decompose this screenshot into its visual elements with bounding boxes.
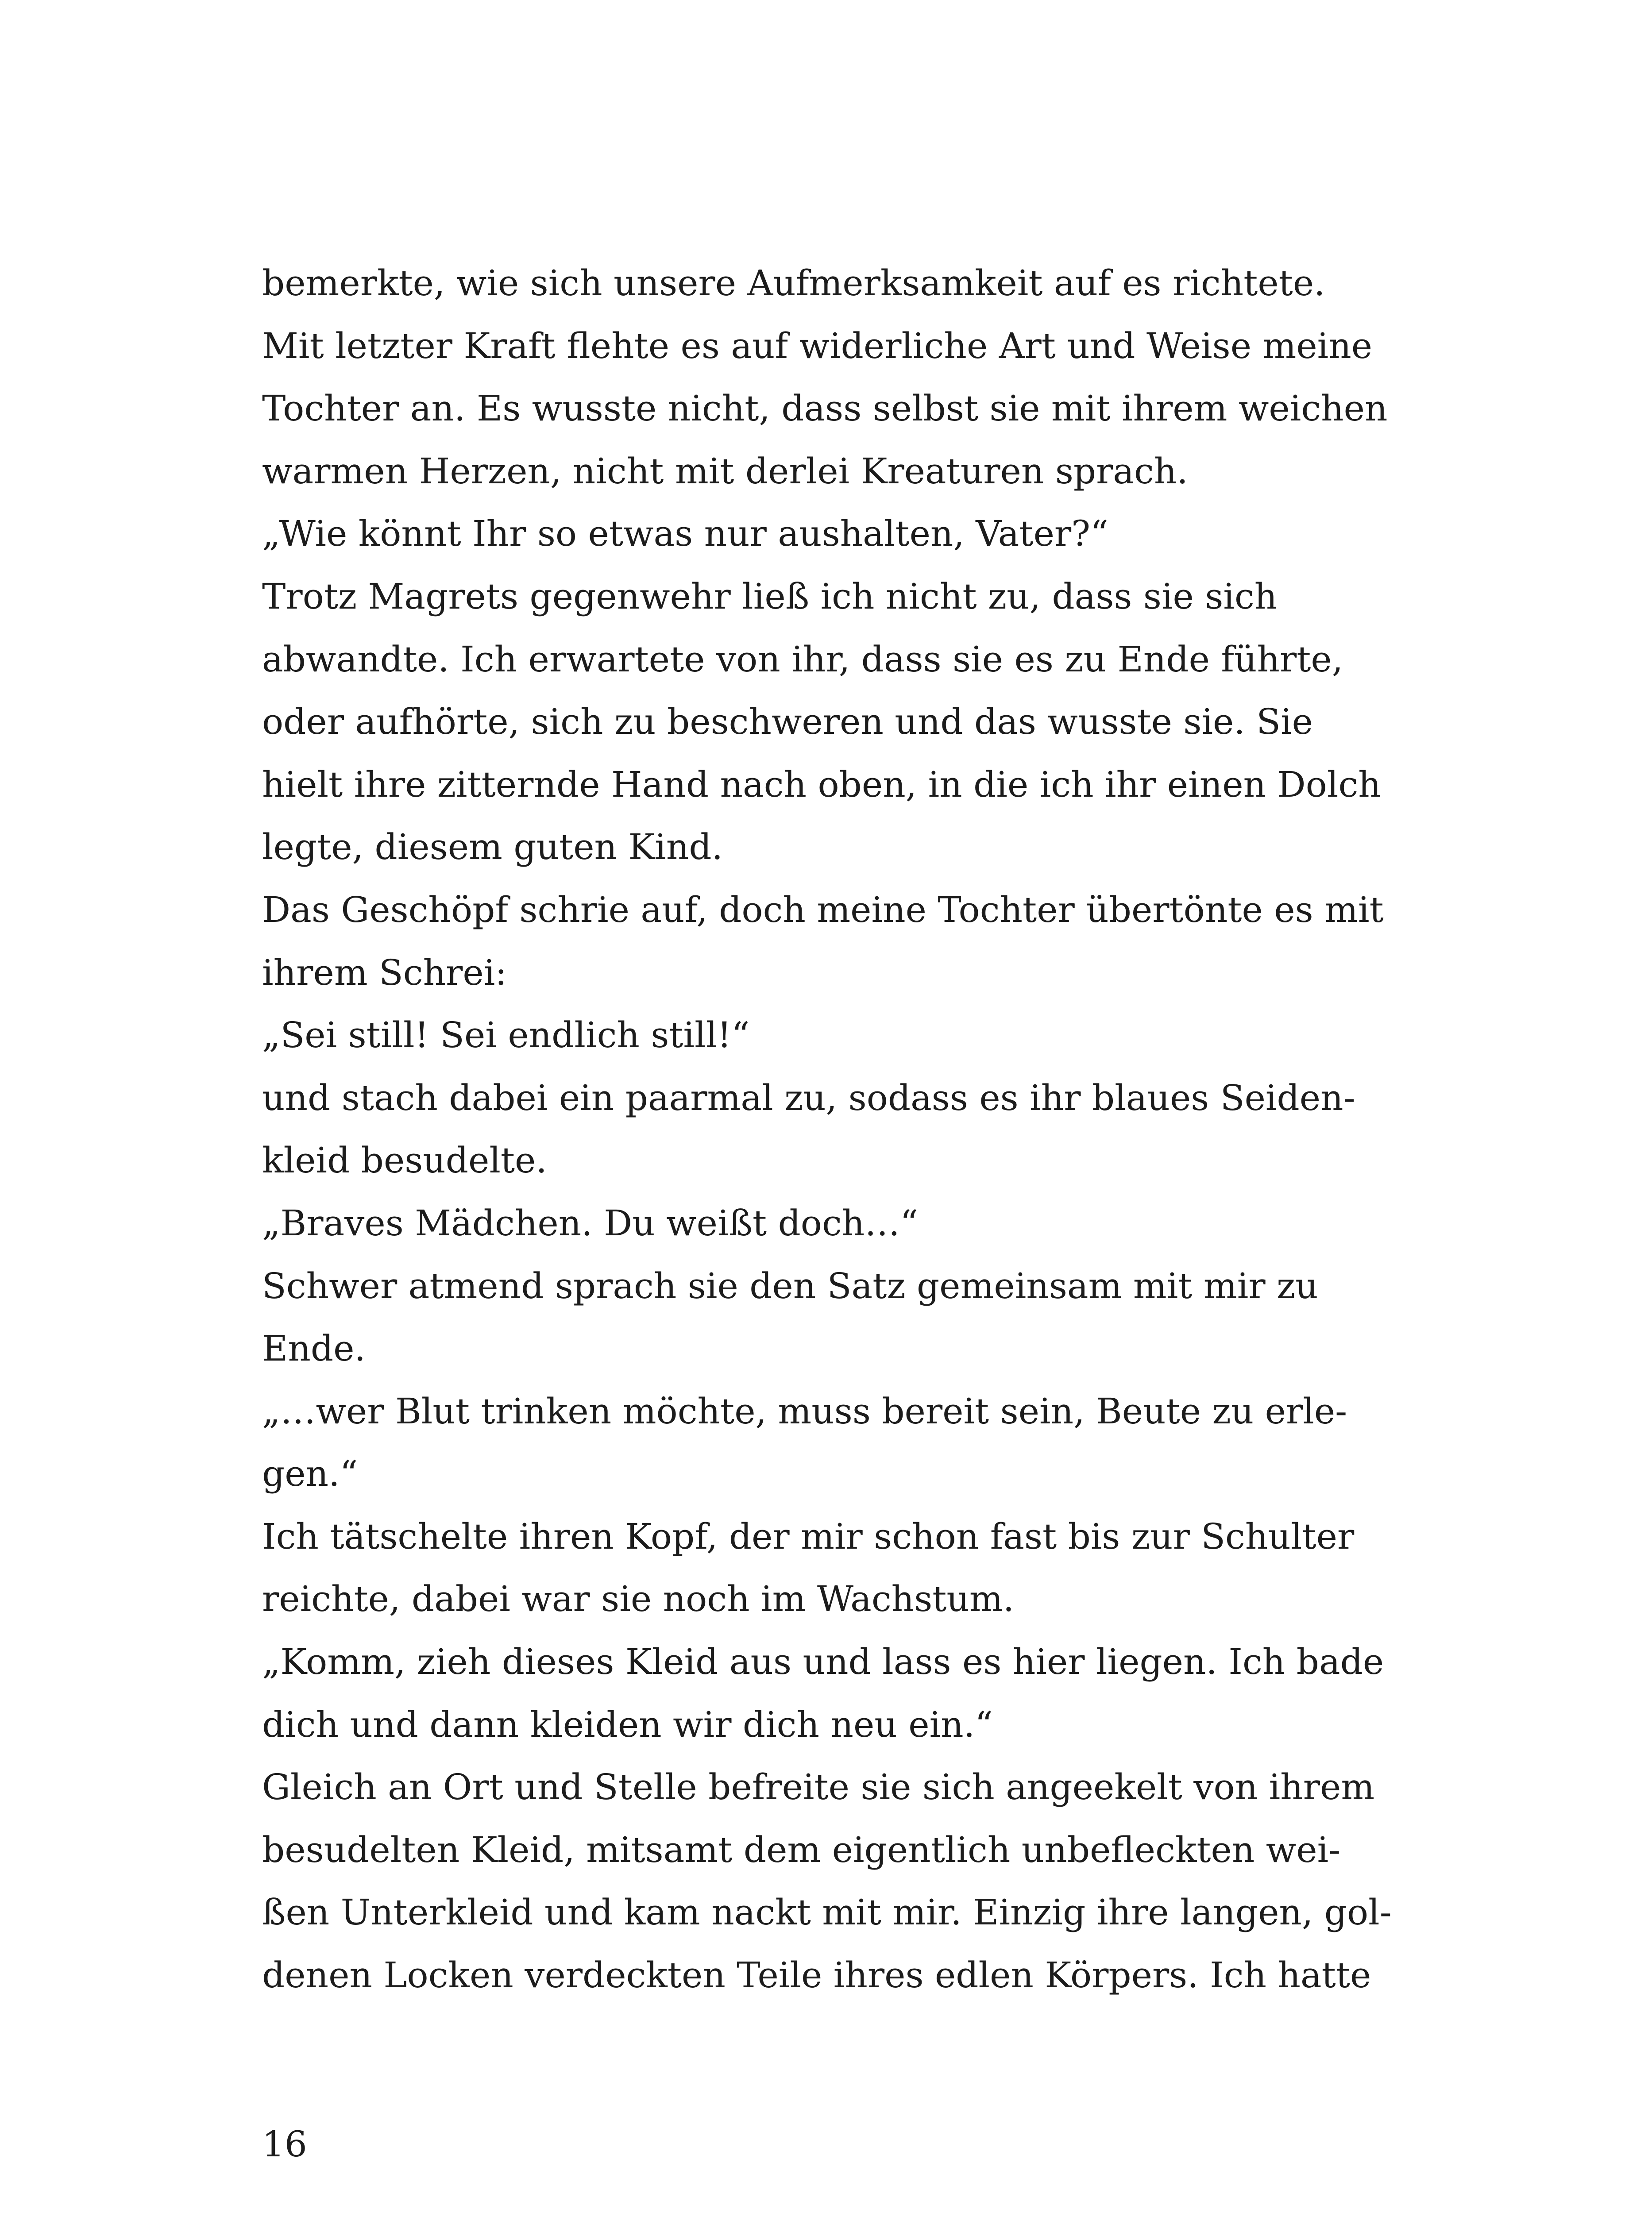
- text-line: kleid besudelte.: [262, 1140, 547, 1181]
- text-line: reichte, dabei war sie noch im Wachstum.: [262, 1578, 1015, 1620]
- text-line: Mit letzter Kraft flehte es auf widerliche Art und Weise meine: [262, 325, 1373, 366]
- text-line: gen.“: [262, 1453, 358, 1495]
- text-line: „Sei still! Sei endlich still!“: [262, 1014, 750, 1056]
- text-line: Das Geschöpf schrie auf, doch meine Tochter übertönte es mit: [262, 889, 1384, 930]
- text-line: denen Locken verdeckten Teile ihres edlen Körpers. Ich hatte: [262, 1955, 1371, 1996]
- text-line: warmen Herzen, nicht mit derlei Kreaturen sprach.: [262, 450, 1188, 492]
- text-line: Schwer atmend sprach sie den Satz gemeinsam mit mir zu: [262, 1265, 1318, 1307]
- text-line: abwandte. Ich erwartete von ihr, dass sie es zu Ende führte,: [262, 638, 1343, 680]
- text-line: besudelten Kleid, mitsamt dem eigentlich unbefleckten wei-: [262, 1829, 1341, 1870]
- text-line: „Braves Mädchen. Du weißt doch…“: [262, 1202, 919, 1244]
- text-line: legte, diesem guten Kind.: [262, 826, 723, 868]
- text-line: hielt ihre zitternde Hand nach oben, in die ich ihr einen Dolch: [262, 763, 1381, 805]
- page-number: 16: [262, 2124, 307, 2165]
- text-line: dich und dann kleiden wir dich neu ein.“: [262, 1704, 993, 1745]
- text-line: „…wer Blut trinken möchte, muss bereit sein, Beute zu erle-: [262, 1390, 1347, 1432]
- text-line: bemerkte, wie sich unsere Aufmerksamkeit auf es richtete.: [262, 262, 1325, 304]
- body-text: [262, 261, 1391, 2016]
- text-line: und stach dabei ein paarmal zu, sodass es ihr blaues Seiden-: [262, 1077, 1355, 1118]
- text-line: ßen Unterkleid und kam nackt mit mir. Einzig ihre langen, gol-: [262, 1892, 1392, 1933]
- text-line: Tochter an. Es wusste nicht, dass selbst sie mit ihrem weichen: [262, 388, 1388, 429]
- text-line: ihrem Schrei:: [262, 952, 507, 993]
- text-line: Ich tätschelte ihren Kopf, der mir schon fast bis zur Schulter: [262, 1515, 1355, 1557]
- text-line: „Wie könnt Ihr so etwas nur aushalten, Vater?“: [262, 513, 1108, 555]
- text-line: „Komm, zieh dieses Kleid aus und lass es hier liegen. Ich bade: [262, 1641, 1384, 1683]
- text-line: Gleich an Ort und Stelle befreite sie sich angeekelt von ihrem: [262, 1766, 1375, 1808]
- text-line: Trotz Magrets gegenwehr ließ ich nicht zu, dass sie sich: [262, 575, 1278, 617]
- text-line: Ende.: [262, 1328, 366, 1369]
- text-line: oder aufhörte, sich zu beschweren und das wusste sie. Sie: [262, 701, 1313, 743]
